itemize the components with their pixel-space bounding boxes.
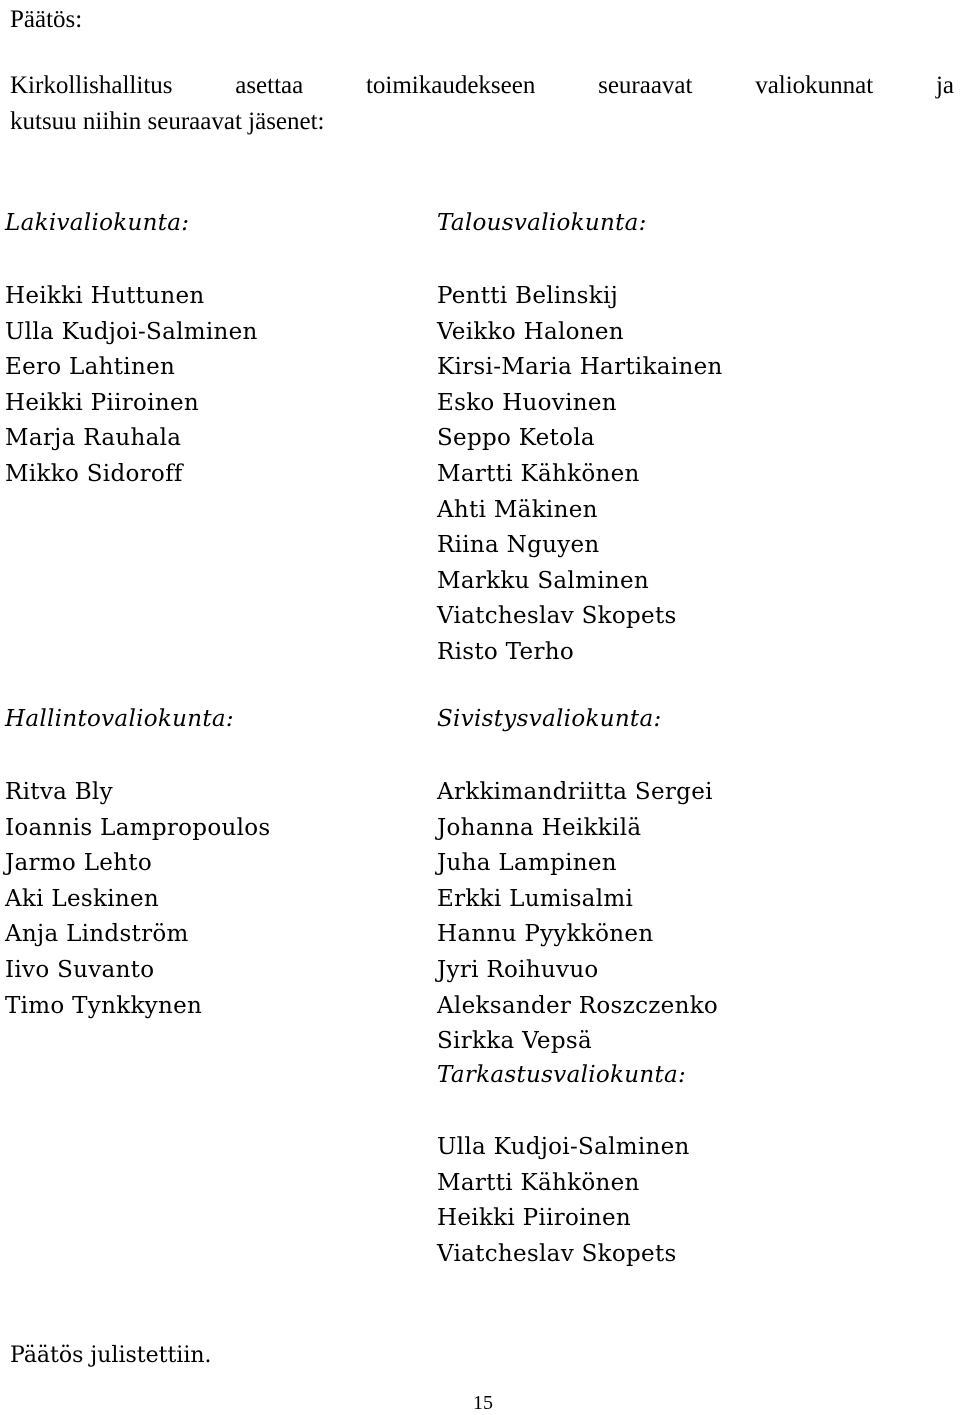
member-name: Veikko Halonen xyxy=(437,318,624,345)
member-list-sivistys xyxy=(437,775,718,1060)
member-name: Seppo Ketola xyxy=(437,425,595,452)
member-name: Viatcheslav Skopets xyxy=(437,603,677,630)
member-name: Marja Rauhala xyxy=(5,425,182,452)
member-name: Johanna Heikkilä xyxy=(437,814,642,841)
decision-declared-note: Päätös julistettiin. xyxy=(10,1343,212,1368)
member-name: Aleksander Roszczenko xyxy=(437,992,719,1019)
member-name: Martti Kähkönen xyxy=(437,1169,640,1196)
member-name: Viatcheslav Skopets xyxy=(437,1240,677,1267)
member-name: Juha Lampinen xyxy=(437,850,617,877)
member-name: Pentti Belinskij xyxy=(437,283,619,309)
member-list-tarkastus xyxy=(437,1130,690,1272)
member-name: Jarmo Lehto xyxy=(5,850,152,877)
member-name: Iivo Suvanto xyxy=(5,956,155,983)
member-name: Ulla Kudjoi-Salminen xyxy=(5,318,258,345)
member-name: Sirkka Vepsä xyxy=(437,1028,592,1055)
member-name: Kirsi-Maria Hartikainen xyxy=(437,354,723,381)
member-name: Esko Huovinen xyxy=(437,389,617,416)
committee-title-talous: Talousvaliokunta: xyxy=(437,210,647,236)
decision-heading: Päätös: xyxy=(10,6,83,33)
member-name: Heikki Piiroinen xyxy=(5,389,199,416)
member-name: Jyri Roihuvuo xyxy=(437,956,599,983)
member-name: Heikki Piiroinen xyxy=(437,1205,631,1232)
committee-title-hallinto: Hallintovaliokunta: xyxy=(5,706,234,732)
intro-line-1: Kirkollishallitus asettaa toimikaudekseen seuraavat valiokunnat ja xyxy=(10,72,954,99)
member-name: Riina Nguyen xyxy=(437,532,600,559)
member-name: Mikko Sidoroff xyxy=(5,460,183,487)
member-name: Timo Tynkkynen xyxy=(5,992,203,1019)
member-name: Aki Leskinen xyxy=(5,885,160,912)
member-name: Ioannis Lampropoulos xyxy=(5,814,271,841)
intro-paragraph xyxy=(10,68,954,140)
committee-title-laki: Lakivaliokunta: xyxy=(5,210,190,236)
member-name: Ritva Bly xyxy=(5,779,113,805)
member-name: Heikki Huttunen xyxy=(5,283,205,309)
member-name: Ulla Kudjoi-Salminen xyxy=(437,1134,690,1160)
member-name: Anja Lindström xyxy=(5,921,189,948)
member-name: Markku Salminen xyxy=(437,567,649,594)
committee-title-tarkastus: Tarkastusvaliokunta: xyxy=(437,1062,687,1088)
member-name: Eero Lahtinen xyxy=(5,354,176,381)
member-name: Arkkimandriitta Sergei xyxy=(437,779,713,805)
member-list-talous xyxy=(437,279,723,671)
member-name: Ahti Mäkinen xyxy=(437,496,598,523)
member-name: Hannu Pyykkönen xyxy=(437,921,654,948)
member-list-laki xyxy=(5,279,258,493)
member-name: Erkki Lumisalmi xyxy=(437,885,634,912)
committee-title-sivistys: Sivistysvaliokunta: xyxy=(437,706,662,732)
page-number: 15 xyxy=(473,1392,493,1414)
member-name: Risto Terho xyxy=(437,638,574,665)
intro-line-2: kutsuu niihin seuraavat jäsenet: xyxy=(10,108,325,135)
member-list-hallinto xyxy=(5,775,271,1024)
member-name: Martti Kähkönen xyxy=(437,460,640,487)
